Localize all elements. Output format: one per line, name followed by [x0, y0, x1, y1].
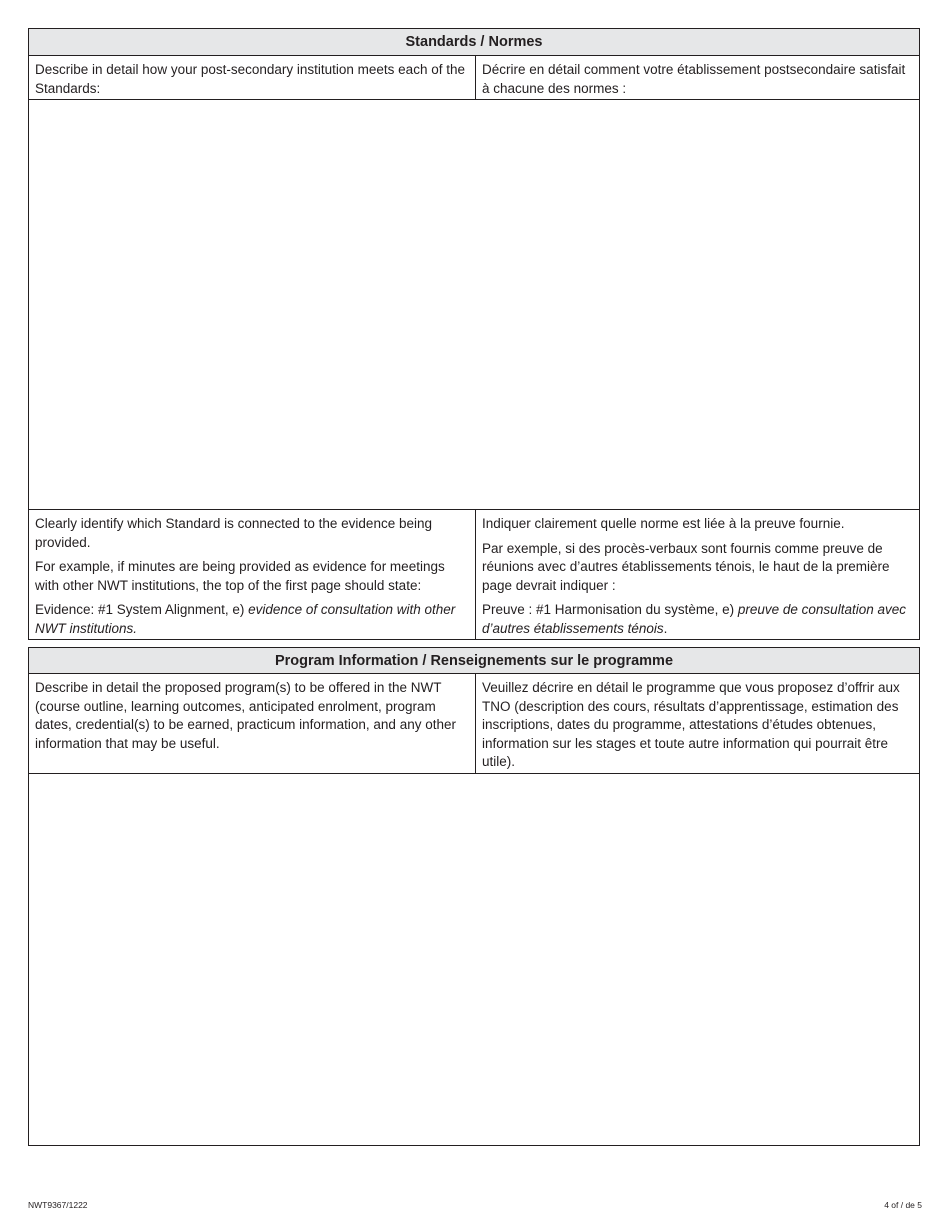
standards-evidence-row — [29, 510, 919, 639]
evidence-instructions-en — [29, 510, 476, 639]
page-number: 4 of / de 5 — [884, 1200, 922, 1210]
program-describe-en: Describe in detail the proposed program(s) to be offered in the NWT (course outline, learning outcomes, anticipated enrolment, program dates, credential(s) to be earned, practicum information, and any other information that may be useful. — [29, 674, 476, 773]
program-answer-row — [29, 774, 919, 1145]
program-describe-fr: Veuillez décrire en détail le programme que vous proposez d’offrir aux TNO (description des cours, résultats d’apprentissage, estimation des inscriptions, dates du programme, attestations d’études obtenues, information sur les stages et toute autre information qui pourrait être utile). — [482, 680, 900, 769]
evidence-fr-p2: Par exemple, si des procès-verbaux sont fournis comme preuve de réunions avec d’autres établissements ténois, le haut de la première page devrait indiquer : — [482, 540, 890, 593]
program-header — [29, 648, 919, 674]
program-title: Program Information / Renseignements sur le programme — [274, 652, 674, 669]
evidence-en-example-label: Evidence: #1 System Alignment, e) — [35, 602, 249, 617]
program-section — [28, 647, 920, 1146]
program-answer-field[interactable] — [29, 774, 919, 1144]
evidence-en-p2: For example, if minutes are being provided as evidence for meetings with other NWT institutions, the top of the first page should state: — [35, 559, 445, 593]
evidence-fr-example — [482, 601, 913, 638]
evidence-fr-example-italic: preuve de consultation avec d’autres établissements ténois — [482, 602, 906, 636]
standards-answer-field[interactable] — [29, 100, 919, 509]
evidence-fr-example-label: Preuve : #1 Harmonisation du système, e) — [482, 602, 738, 617]
evidence-en-example — [35, 601, 469, 638]
standards-describe-en: Describe in detail how your post-secondary institution meets each of the Standards: — [29, 56, 476, 99]
evidence-fr-example-end: . — [663, 620, 668, 636]
standards-title: Standards / Normes — [405, 34, 543, 50]
program-describe-row — [29, 674, 919, 774]
standards-section — [28, 28, 920, 640]
evidence-fr-p1: Indiquer clairement quelle norme est liée à la preuve fournie. — [482, 516, 845, 531]
evidence-en-example-italic: evidence of consultation with other NWT institutions. — [35, 602, 456, 636]
evidence-instructions-fr — [476, 510, 919, 639]
standards-describe-row — [29, 56, 919, 100]
form-number: NWT9367/1222 — [28, 1200, 88, 1210]
evidence-en-p1: Clearly identify which Standard is connected to the evidence being provided. — [35, 516, 432, 550]
standards-answer-row — [29, 100, 919, 510]
standards-describe-fr: Décrire en détail comment votre établissement postsecondaire satisfait à chacune des normes : — [482, 62, 906, 96]
standards-header — [29, 29, 919, 56]
